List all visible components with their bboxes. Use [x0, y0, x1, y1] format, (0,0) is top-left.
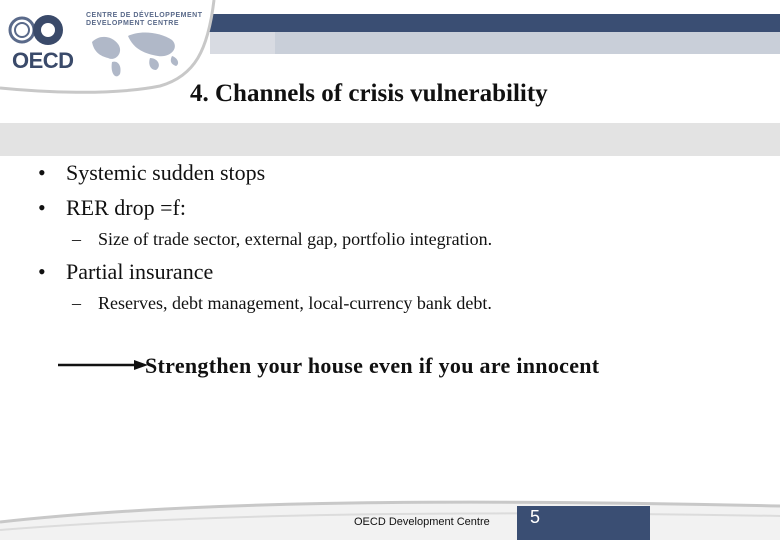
header-bar-light-inner	[275, 32, 780, 54]
footer-swoosh	[0, 480, 780, 540]
sub-bullet-text: Size of trade sector, external gap, portfolio integration.	[98, 229, 493, 249]
bullet-marker: •	[38, 160, 46, 185]
bullet-item	[0, 259, 213, 285]
sub-bullet-marker: –	[72, 293, 81, 313]
bullet-marker: •	[38, 195, 46, 220]
sub-bullet-marker: –	[72, 229, 81, 249]
bullet-marker: •	[38, 259, 46, 284]
bullet-item	[0, 195, 186, 221]
sub-bullet-item	[0, 229, 492, 250]
slide-title: 4. Channels of crisis vulnerability	[190, 80, 548, 107]
bullet-text: Partial insurance	[66, 259, 214, 284]
oecd-logo-text: OECD	[12, 48, 74, 73]
bullet-text: Systemic sudden stops	[66, 160, 266, 185]
centre-name-french: CENTRE DE DÉVELOPPEMENT	[86, 12, 203, 19]
bullet-item	[0, 160, 265, 186]
conclusion-text: Strengthen your house even if you are innocent	[145, 353, 600, 378]
page-number: 5	[530, 507, 541, 527]
sub-bullet-text: Reserves, debt management, local-currency bank debt.	[98, 293, 492, 313]
centre-name-english: DEVELOPMENT CENTRE	[86, 20, 180, 27]
bullet-text: RER drop =f:	[66, 195, 186, 220]
footer-label: OECD Development Centre	[354, 516, 490, 528]
header-bar-dark	[205, 14, 780, 32]
sub-bullet-item	[0, 293, 492, 314]
title-band	[0, 123, 780, 156]
arrow-right-icon	[58, 358, 148, 372]
